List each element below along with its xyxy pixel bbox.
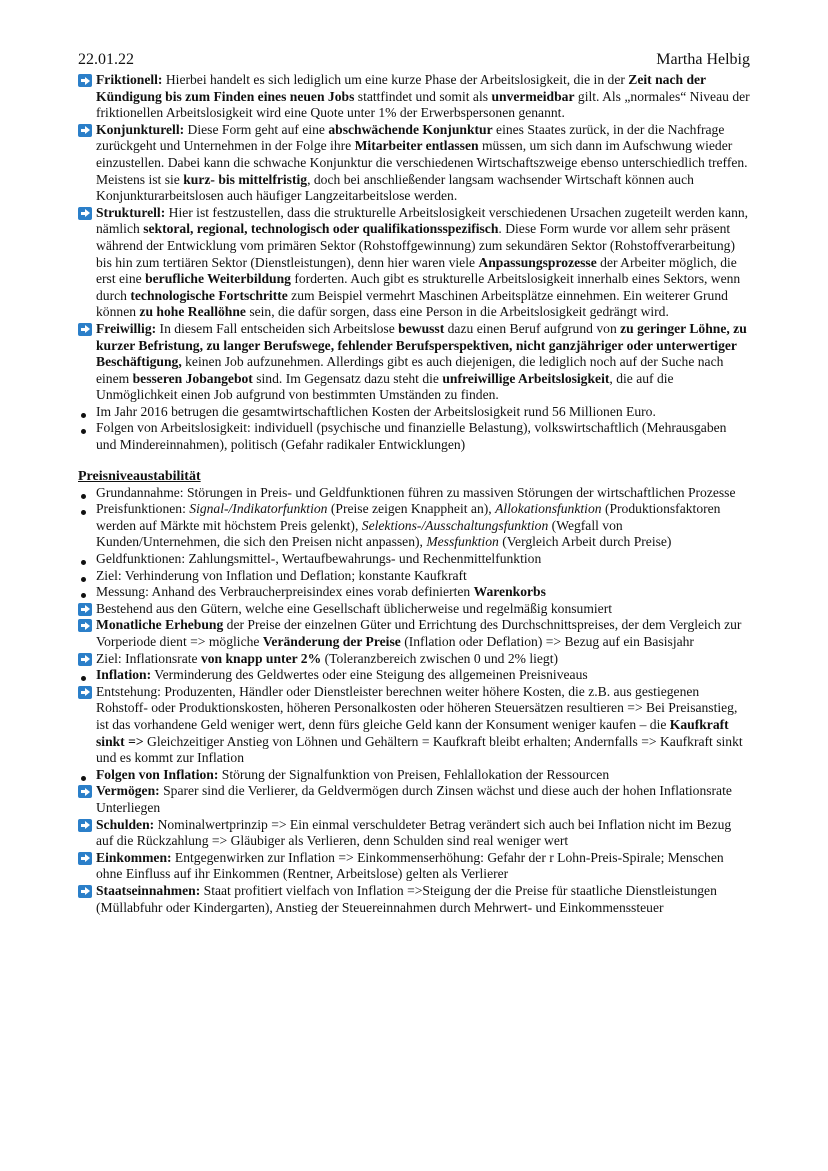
text-run: Folgen von Inflation:: [96, 766, 219, 782]
arrow-list-item: [78, 72, 750, 122]
text-run: Preisfunktionen:: [96, 501, 190, 517]
text-run: Signal-/Indikatorfunktion: [189, 501, 328, 517]
text-run: kurz- bis mittelfristig: [183, 171, 308, 187]
bullet-list-item: [78, 568, 750, 585]
text-run: Grundannahme: Störungen in Preis- und Geldfunktionen führen zu massiven Störungen der wirtschaftlichen Prozesse: [96, 484, 736, 500]
list-marker: [78, 124, 92, 142]
bullet-list-item: [78, 404, 750, 421]
text-run: Bestehend aus den Gütern, welche eine Gesellschaft üblicherweise und regelmäßig konsumiert: [96, 600, 613, 616]
text-run: (Toleranzbereich zwischen 0 und 2% liegt): [321, 650, 559, 666]
text-run: eines Staates zurück, in der die Nachfrage zurückgeht und Unternehmen in der Folge ihre: [96, 121, 725, 154]
list-marker: [78, 819, 92, 837]
text-run: Ziel: Inflationsrate: [96, 650, 201, 666]
bullet-icon: [81, 413, 86, 418]
text-run: müssen, um sich dann im Aufschwung wieder einzustellen. Dabei kann die schwache Konjunktur die verschiedenen Wirtschaftszweige ebenso unterschiedlich treffen. Meistens ist sie: [96, 138, 748, 187]
text-run: Schulden:: [96, 816, 155, 832]
unemployment-section: [78, 72, 750, 454]
bullet-list-item: [78, 584, 750, 601]
text-run: Sparer sind die Verlierer, da Geldvermögen durch Zinsen wächst und diese auch der hohen Inflationsrate Unterliegen: [96, 783, 732, 815]
text-run: Diese Form geht auf eine: [184, 121, 329, 137]
bullet-icon: [81, 494, 86, 499]
header-author: Martha Helbig: [656, 51, 750, 68]
text-run: Messung: Anhand des Verbraucherpreisindex eines vorab definierten: [96, 584, 474, 600]
text-run: . Diese Form wurde vor allem sehr präsent während der Entwicklung vom primären Sektor (Rohstoffgewinnung) zum sekundären Sektor (Rohstoffverarbeitung) bis hin zum tertiären Sektor (Dienstleistungen), denn hier waren viele: [96, 221, 736, 270]
text-run: Hierbei handelt es sich lediglich um eine kurze Phase der Arbeitslosigkeit, die in der: [162, 72, 629, 87]
bullet-icon: [81, 676, 86, 681]
bullet-icon: [81, 429, 86, 434]
text-run: Verminderung des Geldwertes oder eine Steigung des allgemeinen Preisniveaus: [151, 667, 588, 683]
text-run: Inflation:: [96, 667, 152, 683]
arrow-list-item: [78, 850, 750, 883]
text-run: zu geringer Löhne, zu kurzer Befristung, zu langer Berufswege, fehlender Berufsperspektiven, nicht ganzjähriger oder unterwertiger Beschäftigung,: [96, 320, 747, 370]
bullet-icon: [81, 560, 86, 565]
text-run: Kaufkraft sinkt =>: [96, 716, 729, 749]
right-arrow-icon: [78, 785, 92, 798]
bullet-icon: [81, 577, 86, 582]
right-arrow-icon: [78, 653, 92, 666]
price-stability-section: [78, 485, 750, 916]
bullet-list-item: [78, 485, 750, 502]
bullet-list-item: [78, 420, 750, 453]
text-run: (Vergleich Arbeit durch Preise): [498, 534, 672, 550]
text-run: , die auf die Unmöglichkeit einen Job aufgrund von bestimmten Umständen zu finden.: [96, 370, 674, 403]
right-arrow-icon: [78, 852, 92, 865]
text-run: keinen Job aufzunehmen. Allerdings gibt es auch diejenigen, die lediglich noch auf der Suche nach einem: [96, 354, 724, 386]
text-run: Nominalwertprinzip => Ein einmal verschuldeter Betrag verändert sich auch bei Inflation nicht im Bezug auf die Rückzahlung => Gläubiger als Verlieren, denn Schulden sind real weniger wert: [96, 816, 732, 849]
text-run: Im Jahr 2016 betrugen die gesamtwirtschaftlichen Kosten der Arbeitslosigkeit rund 56 Millionen Euro.: [96, 403, 656, 419]
text-run: Allokationsfunktion: [495, 501, 602, 517]
text-run: (Wegfall von Kunden/Unternehmen, die sich den Preisen nicht anpassen),: [96, 517, 623, 550]
list-marker: [78, 785, 92, 803]
text-run: Warenkorbs: [473, 584, 546, 600]
list-marker: [78, 885, 92, 903]
right-arrow-icon: [78, 603, 92, 616]
text-run: Veränderung der Preise: [262, 634, 401, 649]
text-run: sind. Im Gegensatz dazu steht die: [252, 370, 443, 386]
text-run: Hier ist festzustellen, dass die strukturelle Arbeitslosigkeit verschiedenen Ursachen zugeteilt werden kann, nämlich: [96, 204, 749, 237]
arrow-list-item: [78, 684, 750, 767]
text-run: Selektions-/Ausschaltungsfunktion: [361, 517, 549, 533]
text-run: unvermeidbar: [491, 88, 575, 104]
list-marker: [78, 686, 92, 704]
list-marker: [78, 619, 92, 637]
text-run: forderten. Auch gibt es strukturelle Arbeitslosigkeit innerhalb eines Sektors, wenn durch: [96, 271, 741, 303]
bullet-list-item: [78, 767, 750, 784]
text-run: Entgegenwirken zur Inflation => Einkommenserhöhung: Gefahr der r Lohn-Preis-Spirale; Menschen ohne Einfluss auf ihr Einkommen (Rentner, Arbeitslose) gelten als Verlierer: [96, 849, 724, 882]
text-run: der Arbeiter möglich, die erst eine: [96, 254, 737, 287]
text-run: Gleichzeitiger Anstieg von Löhnen und Gehältern = Kaufkraft bleibt erhalten; Andernfalls => Kaufkraft sinkt und es kommt zur Inflation: [96, 733, 743, 766]
arrow-list-item: [78, 122, 750, 205]
text-run: der Preise der einzelnen Güter und Errichtung des Durchschnittspreises, der dem Vergleich zur Vorperiode dient => mögliche: [96, 617, 742, 649]
text-run: Staatseinnahmen:: [96, 882, 201, 898]
text-run: Folgen von Arbeitslosigkeit: individuell (psychische und finanzielle Belastung), volkswirtschaftlich (Mehrausgaben und Mindereinnahmen), politisch (Gefahr radikaler Entwicklungen): [96, 420, 727, 453]
text-run: dazu einen Beruf aufgrund von: [444, 320, 621, 336]
text-run: technologische Fortschritte: [130, 287, 288, 303]
list-marker: [78, 74, 92, 92]
right-arrow-icon: [78, 323, 92, 336]
list-marker: [78, 422, 86, 439]
text-run: zum Beispiel vermehrt Maschinen Arbeitsplätze einnehmen. Ein weiterer Grund können: [96, 287, 728, 320]
text-run: Geldfunktionen: Zahlungsmittel-, Wertaufbewahrungs- und Rechenmittelfunktion: [96, 551, 542, 567]
text-run: besseren Jobangebot: [132, 370, 253, 386]
text-run: (Produktionsfaktoren werden auf Märkte mit höchstem Preis gelenkt),: [96, 501, 721, 533]
arrow-list-item: [78, 617, 750, 650]
arrow-list-item: [78, 783, 750, 816]
text-run: abschwächende Konjunktur: [328, 121, 493, 137]
bullet-icon: [81, 510, 86, 515]
bullet-list-item: [78, 501, 750, 551]
list-marker: [78, 852, 92, 870]
right-arrow-icon: [78, 819, 92, 832]
bullet-icon: [81, 776, 86, 781]
right-arrow-icon: [78, 74, 92, 87]
text-run: Ziel: Verhinderung von Inflation und Deflation; konstante Kaufkraft: [96, 567, 467, 583]
text-run: , doch bei anschließender langsam wachsender Wirtschaft können auch Konjunkturarbeitslosen auch häufiger Langzeitarbeitslose werden.: [96, 171, 694, 204]
right-arrow-icon: [78, 207, 92, 220]
bullet-list-item: [78, 551, 750, 568]
list-marker: [78, 503, 86, 520]
text-run: berufliche Weiterbildung: [145, 271, 291, 287]
text-run: sein, die dafür sorgen, dass eine Person in die Arbeitslosigkeit gedrängt wird.: [245, 304, 669, 320]
text-run: unfreiwillige Arbeitslosigkeit: [442, 370, 610, 386]
text-run: stattfindet und somit als: [354, 88, 492, 104]
text-run: bewusst: [398, 320, 445, 336]
arrow-list-item: [78, 883, 750, 916]
text-run: Staat profitiert vielfach von Inflation =>Steigung der die Preise für staatliche Dienstleistungen (Müllabfuhr oder Kindergarten), Anstieg der Steuereinnahmen durch Mehrwert- und Einkommenssteuer: [96, 882, 717, 915]
right-arrow-icon: [78, 885, 92, 898]
text-run: zu hohe Reallöhne: [139, 304, 246, 320]
text-run: von knapp unter 2%: [200, 650, 322, 666]
text-run: Mitarbeiter entlassen: [354, 138, 479, 154]
text-run: (Preise zeigen Knappheit an),: [327, 501, 496, 517]
text-run: Vermögen:: [96, 783, 160, 799]
arrow-list-item: [78, 601, 750, 618]
text-run: sektoral, regional, technologisch oder qualifikationsspezifisch: [143, 221, 499, 237]
document-page: [78, 50, 750, 916]
text-run: Entstehung: Produzenten, Händler oder Dienstleister berechnen weiter höhere Kosten, die z.B. aus gestiegenen Rohstoff- oder Produktionskosten, höheren Personalkosten oder höheren Steuersätzen resultieren => Bei Preisanstieg, ist das vorhandene Geld weniger wert, denn fürs gleiche Geld kann der Konsument weniger kaufen – die: [96, 683, 738, 732]
arrow-list-item: [78, 205, 750, 321]
text-run: gilt. Als „normales“ Niveau der friktionellen Arbeitslosigkeit wird eine Quote unter 1% der Erwerbspersonen genannt.: [96, 88, 750, 121]
text-run: Konjunkturell:: [96, 121, 185, 137]
text-run: Einkommen:: [96, 849, 172, 865]
text-run: Freiwillig:: [96, 320, 157, 336]
bullet-list-item: [78, 667, 750, 684]
text-run: Friktionell:: [96, 72, 163, 87]
arrow-list-item: [78, 321, 750, 404]
text-run: Störung der Signalfunktion von Preisen, Fehlallokation der Ressourcen: [218, 766, 610, 782]
text-run: Anpassungsprozesse: [478, 254, 597, 270]
text-run: Strukturell:: [96, 204, 166, 220]
text-run: (Inflation oder Deflation) => Bezug auf ein Basisjahr: [400, 634, 694, 649]
bullet-icon: [81, 593, 86, 598]
page-header: [78, 50, 750, 72]
list-marker: [78, 323, 92, 341]
right-arrow-icon: [78, 686, 92, 699]
text-run: Zeit nach der Kündigung bis zum Finden eines neuen Jobs: [96, 72, 706, 104]
list-marker: [78, 207, 92, 225]
text-run: Messfunktion: [426, 534, 499, 550]
header-date: 22.01.22: [78, 51, 134, 68]
right-arrow-icon: [78, 124, 92, 137]
arrow-list-item: [78, 651, 750, 668]
text-run: Monatliche Erhebung: [96, 617, 224, 633]
right-arrow-icon: [78, 619, 92, 632]
section-title-preisniveaustabilitaet: Preisniveaustabilität: [78, 468, 201, 484]
arrow-list-item: [78, 817, 750, 850]
text-run: In diesem Fall entscheiden sich Arbeitslose: [156, 320, 399, 336]
